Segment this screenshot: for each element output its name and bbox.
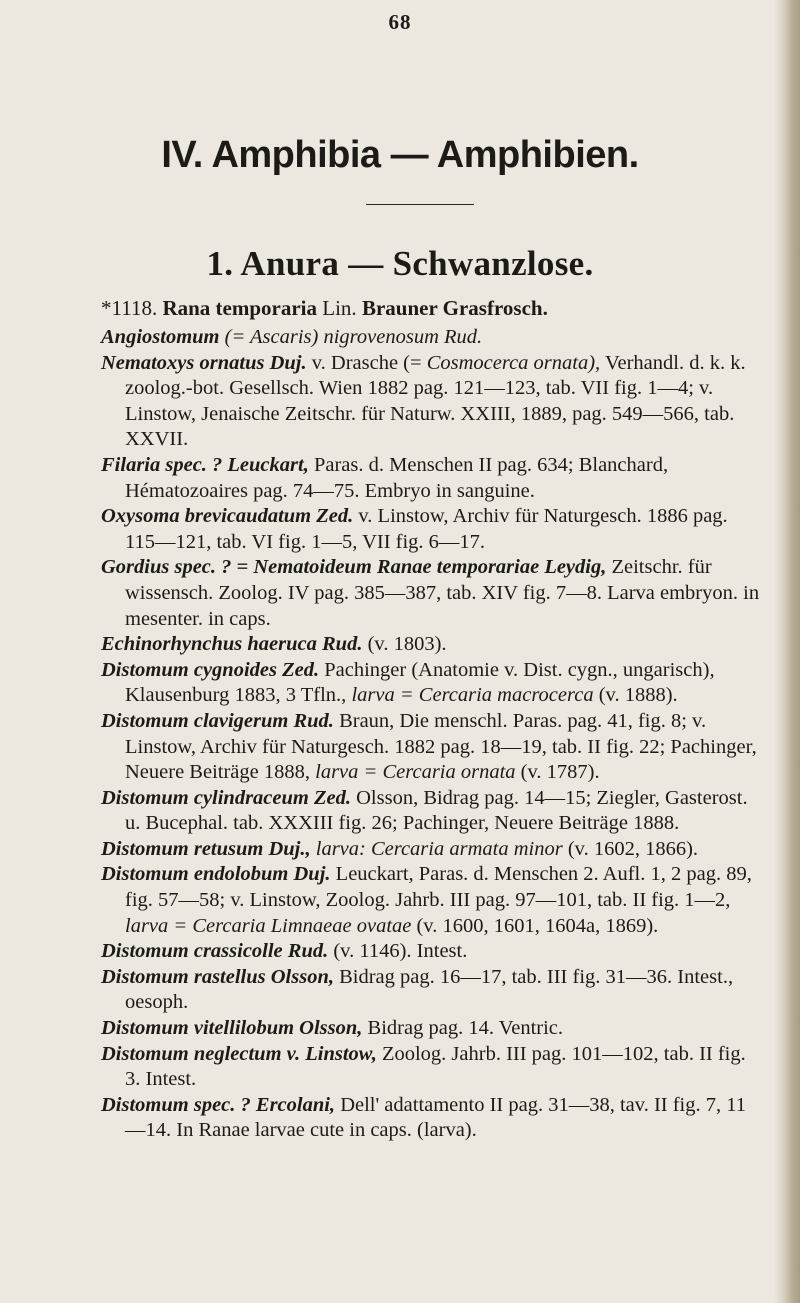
subsection-title: 1. Anura — Schwanzlose. xyxy=(206,244,594,283)
reference-text: Bidrag pag. 16—17, tab. III fig. 31—36. Intest., oesoph. xyxy=(125,965,734,1014)
parasite-entry xyxy=(101,632,761,658)
parasite-entry xyxy=(101,1016,761,1042)
host-number: *1118. xyxy=(101,296,158,320)
reference-text: (v. 1146). Intest. xyxy=(328,940,468,963)
parasite-entry xyxy=(101,351,761,453)
parasite-entry xyxy=(101,862,761,939)
taxon-name: Distomum endolobum Duj. xyxy=(101,863,331,886)
parasite-entry xyxy=(101,709,761,786)
reference-text: Olsson, Bidrag pag. 14—15; Ziegler, Gasterost. u. Bucephal. tab. XXXIII fig. 26; Pachinger, Neuere Beiträge 1888. xyxy=(125,786,748,835)
title-divider xyxy=(366,204,474,205)
reference-text: (v. 1600, 1601, 1604a, 1869). xyxy=(411,914,659,937)
host-heading xyxy=(101,296,741,321)
taxon-name: Nematoxys ornatus Duj. xyxy=(101,351,307,374)
page-edge-shadow xyxy=(774,0,800,1303)
italic-text: (= Ascaris) nigrovenosum Rud. xyxy=(219,326,483,348)
taxon-name: Oxysoma brevicaudatum Zed. xyxy=(101,505,354,528)
taxon-name: Gordius spec. ? = Nematoideum Ranae temporariae Leydig, xyxy=(101,556,607,579)
taxon-name: Distomum neglectum v. Linstow, xyxy=(101,1042,377,1065)
taxon-name: Distomum spec. ? Ercolani, xyxy=(101,1093,336,1116)
reference-text: Leuckart, Paras. d. Menschen 2. Aufl. 1, 2 pag. 89, fig. 57—58; v. Linstow, Zoolog. Jahrb. III pag. 97—101, tab. II fig. 1—2, xyxy=(125,863,752,912)
reference-text: Pachinger (Anatomie v. Dist. cygn., ungarisch), Klausenburg 1883, 3 Tfln., xyxy=(125,658,715,707)
reference-text: (v. 1803). xyxy=(362,633,447,656)
italic-text: larva = Cercaria ornata xyxy=(315,761,516,784)
parasite-entry xyxy=(101,504,761,555)
taxon-name: Angiostomum xyxy=(101,326,220,348)
parasite-entry xyxy=(101,658,761,709)
page-number: 68 xyxy=(388,10,412,34)
parasite-list xyxy=(101,325,761,1144)
italic-text: larva: Cercaria armata minor xyxy=(310,837,563,860)
reference-text: Braun, Die menschl. Paras. pag. 41, fig. 8; v. Linstow, Archiv für Naturgesch. 1882 pag. 18—19, tab. II fig. 22; Pachinger, Neuere Beiträge 1888, xyxy=(125,709,757,784)
reference-text: Zoolog. Jahrb. III pag. 101—102, tab. II fig. 3. Intest. xyxy=(125,1042,746,1091)
reference-text: (v. 1888). xyxy=(593,684,678,707)
taxon-name: Distomum rastellus Olsson, xyxy=(101,965,334,988)
parasite-entry xyxy=(101,325,761,351)
parasite-entry xyxy=(101,453,761,504)
italic-text: larva = Cercaria macrocerca xyxy=(351,684,594,707)
reference-text: Verhandl. d. k. k. zoolog.-bot. Gesellsch. Wien 1882 pag. 121—123, tab. VII fig. 1—4; v. Linstow, Jenaische Zeitschr. für Naturw. XXIII, 1889, pag. 549—566, tab. XXVII. xyxy=(125,351,746,451)
parasite-entry xyxy=(101,939,761,965)
parasite-entry xyxy=(101,786,761,837)
reference-text: Bidrag pag. 14. Ventric. xyxy=(362,1017,564,1040)
taxon-name: Distomum clavigerum Rud. xyxy=(101,709,334,732)
section-title: IV. Amphibia — Amphibien. xyxy=(161,134,639,176)
italic-text: larva = Cercaria Limnaeae ovatae xyxy=(125,914,412,937)
reference-text: v. Linstow, Archiv für Naturgesch. 1886 pag. 115—121, tab. VI fig. 1—5, VII fig. 6—17. xyxy=(125,505,728,553)
taxon-name: Distomum cylindraceum Zed. xyxy=(101,786,351,809)
taxon-name: Distomum crassicolle Rud. xyxy=(101,940,329,963)
reference-text: v. Drasche (= xyxy=(306,351,427,374)
parasite-entry xyxy=(101,1093,761,1144)
taxon-name: Distomum retusum Duj., xyxy=(101,837,311,860)
parasite-entry xyxy=(101,555,761,632)
taxon-name: Filaria spec. ? Leuckart, xyxy=(101,453,309,476)
host-species: Rana temporaria xyxy=(162,296,318,320)
parasite-entry xyxy=(101,965,761,1016)
reference-text: Zeitschr. für wissensch. Zoolog. IV pag. 385—387, tab. XIV fig. 7—8. Larva embryon. in mesenter. in caps. xyxy=(125,556,760,630)
taxon-name: Distomum cygnoides Zed. xyxy=(101,658,320,681)
reference-text: Dell' adattamento II pag. 31—38, tav. II fig. 7, 11—14. In Ranae larvae cute in caps. (larva). xyxy=(125,1093,746,1142)
taxon-name: Distomum vitellilobum Olsson, xyxy=(101,1017,363,1040)
italic-text: Cosmocerca ornata), xyxy=(426,351,601,374)
reference-text: (v. 1787). xyxy=(515,761,600,784)
host-author: Lin. xyxy=(322,296,357,320)
taxon-name: Echinorhynchus haeruca Rud. xyxy=(101,633,363,656)
host-common-name: Brauner Grasfrosch. xyxy=(361,296,548,320)
parasite-entry xyxy=(101,1042,761,1093)
reference-text: Paras. d. Menschen II pag. 634; Blanchard, Hématozoaires pag. 74—75. Embryo in sanguine. xyxy=(125,453,669,502)
parasite-entry xyxy=(101,837,761,863)
reference-text: (v. 1602, 1866). xyxy=(562,837,699,860)
